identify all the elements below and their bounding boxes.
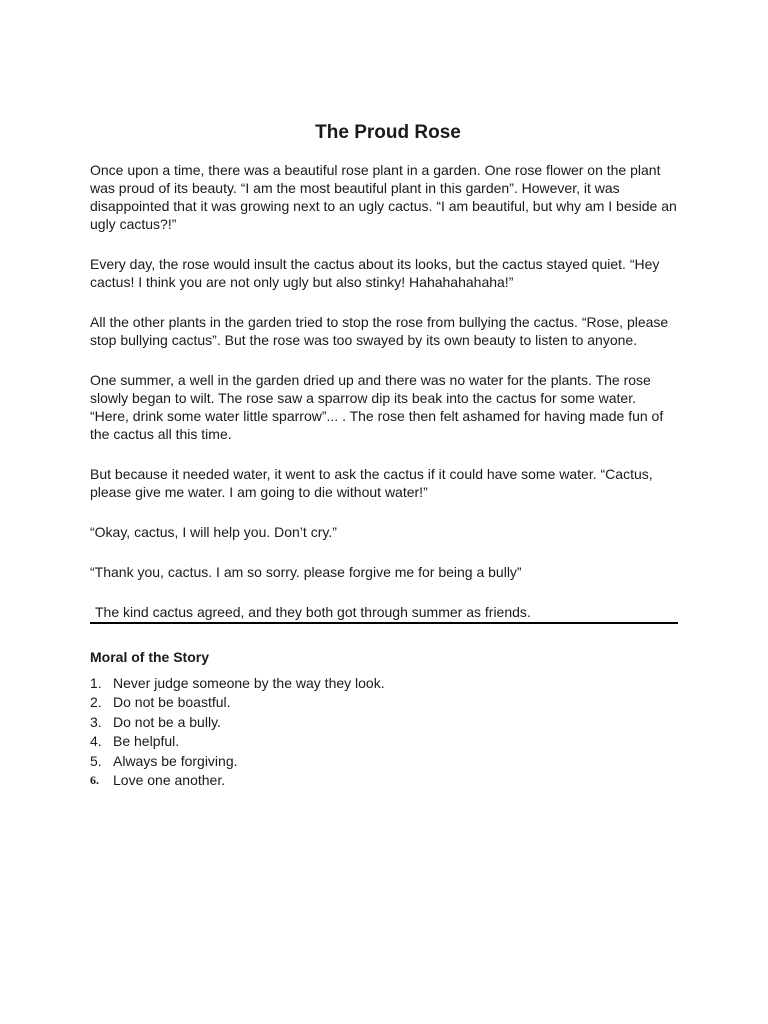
moral-item <box>90 674 678 693</box>
story-closing-line: The kind cactus agreed, and they both got through summer as friends. <box>90 603 678 624</box>
document-page <box>90 122 678 790</box>
moral-item-number: 3. <box>90 713 102 730</box>
moral-item-text: Always be forgiving. <box>113 752 238 769</box>
story-paragraph-6: “Okay, cactus, I will help you. Don’t cry.” <box>90 524 337 540</box>
moral-item-number: 1. <box>90 675 102 691</box>
moral-item-number: 2. <box>90 694 102 711</box>
moral-item-text: Be helpful. <box>113 733 180 750</box>
story-paragraph-7: “Thank you, cactus. I am so sorry. please forgive me for being a bully” <box>90 564 522 580</box>
moral-list <box>90 674 678 790</box>
story-paragraph-3: All the other plants in the garden tried to stop the rose from bullying the cactus. “Rose, please stop bullying cactus”. But the rose was too swayed by its own beauty to listen to anyone. <box>90 314 669 348</box>
moral-item-text: Do not be a bully. <box>113 713 221 730</box>
moral-item-text: Love one another. <box>113 772 226 789</box>
moral-item <box>90 693 678 712</box>
moral-item <box>90 771 678 790</box>
story-paragraph-5: But because it needed water, it went to ask the cactus if it could have some water. “Cactus, please give me water. I am going to die without water!” <box>90 466 653 500</box>
moral-heading: Moral of the Story <box>90 649 210 665</box>
story-paragraph-2: Every day, the rose would insult the cactus about its looks, but the cactus stayed quiet. “Hey cactus! I think you are not only ugly but also stinky! Hahahahahaha!” <box>90 256 660 290</box>
moral-item <box>90 732 678 751</box>
moral-item-number: 6. <box>90 773 99 788</box>
moral-item <box>90 713 678 732</box>
moral-item <box>90 752 678 771</box>
moral-item-text: Do not be boastful. <box>113 694 231 711</box>
moral-item-number: 5. <box>90 752 102 769</box>
story-title: The Proud Rose <box>315 122 461 143</box>
moral-item-text: Never judge someone by the way they look. <box>113 675 385 691</box>
story-paragraph-1: Once upon a time, there was a beautiful rose plant in a garden. One rose flower on the plant was proud of its beauty. “I am the most beautiful plant in this garden”. However, it was disappointed that it was growing next to an ugly cactus. “I am beautiful, but why am I beside an ugly cactus?!” <box>90 162 677 232</box>
moral-item-number: 4. <box>90 733 102 750</box>
story-paragraph-4: One summer, a well in the garden dried up and there was no water for the plants. The rose slowly began to wilt. The rose saw a sparrow dip its beak into the cactus for some water. “Here, drink some water little sparrow”... . The rose then felt ashamed for having made fun of the cactus all this time. <box>90 372 664 442</box>
